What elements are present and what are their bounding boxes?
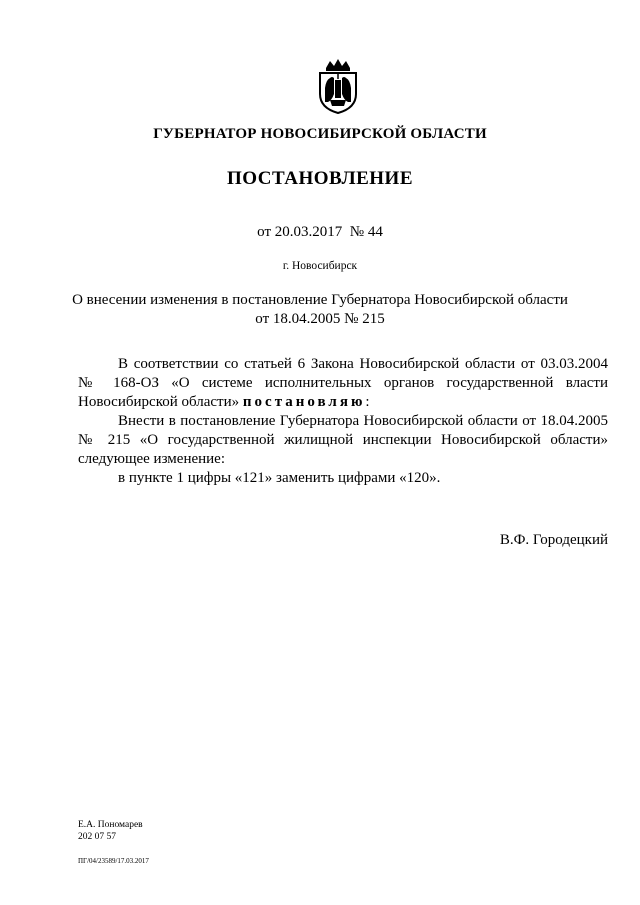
paragraph-change: в пункте 1 цифры «121» заменить цифрами «120». (118, 470, 441, 486)
subject (0, 291, 640, 329)
paragraph-basis (78, 355, 608, 412)
city: г. Новосибирск (282, 260, 358, 272)
coat-of-arms-emblem (316, 58, 360, 114)
resolve-keyword: постановляю (242, 394, 366, 410)
document-code: ПГ/04/23589/17.03.2017 (78, 857, 149, 865)
paragraph-amend: Внести в постановление Губернатора Новосибирской области от 18.04.2005 № 215 «О государственной жилищной инспекции Новосибирской области» следующее изменение: (78, 413, 608, 467)
document-type: ПОСТАНОВЛЕНИЕ (226, 168, 414, 189)
executor-block (78, 819, 143, 843)
signature: В.Ф. Городецкий (499, 532, 608, 548)
subject-line-2: от 18.04.2005 № 215 (255, 311, 385, 327)
paragraph-basis-text: В соответствии со статьей 6 Закона Новосибирской области от 03.03.2004 № 168-ОЗ «О системе исполнительных органов государственной власти Новосибирской области» (78, 356, 608, 410)
issuer-title: ГУБЕРНАТОР НОВОСИБИРСКОЙ ОБЛАСТИ (153, 126, 487, 142)
subject-line-1: О внесении изменения в постановление Губернатора Новосибирской области (72, 292, 568, 308)
date-number: от 20.03.2017 № 44 (257, 224, 383, 240)
executor-phone: 202 07 57 (78, 832, 116, 842)
document-body (78, 355, 608, 488)
executor-name: Е.А. Пономарев (78, 820, 143, 830)
paragraph-basis-end: : (365, 394, 370, 410)
